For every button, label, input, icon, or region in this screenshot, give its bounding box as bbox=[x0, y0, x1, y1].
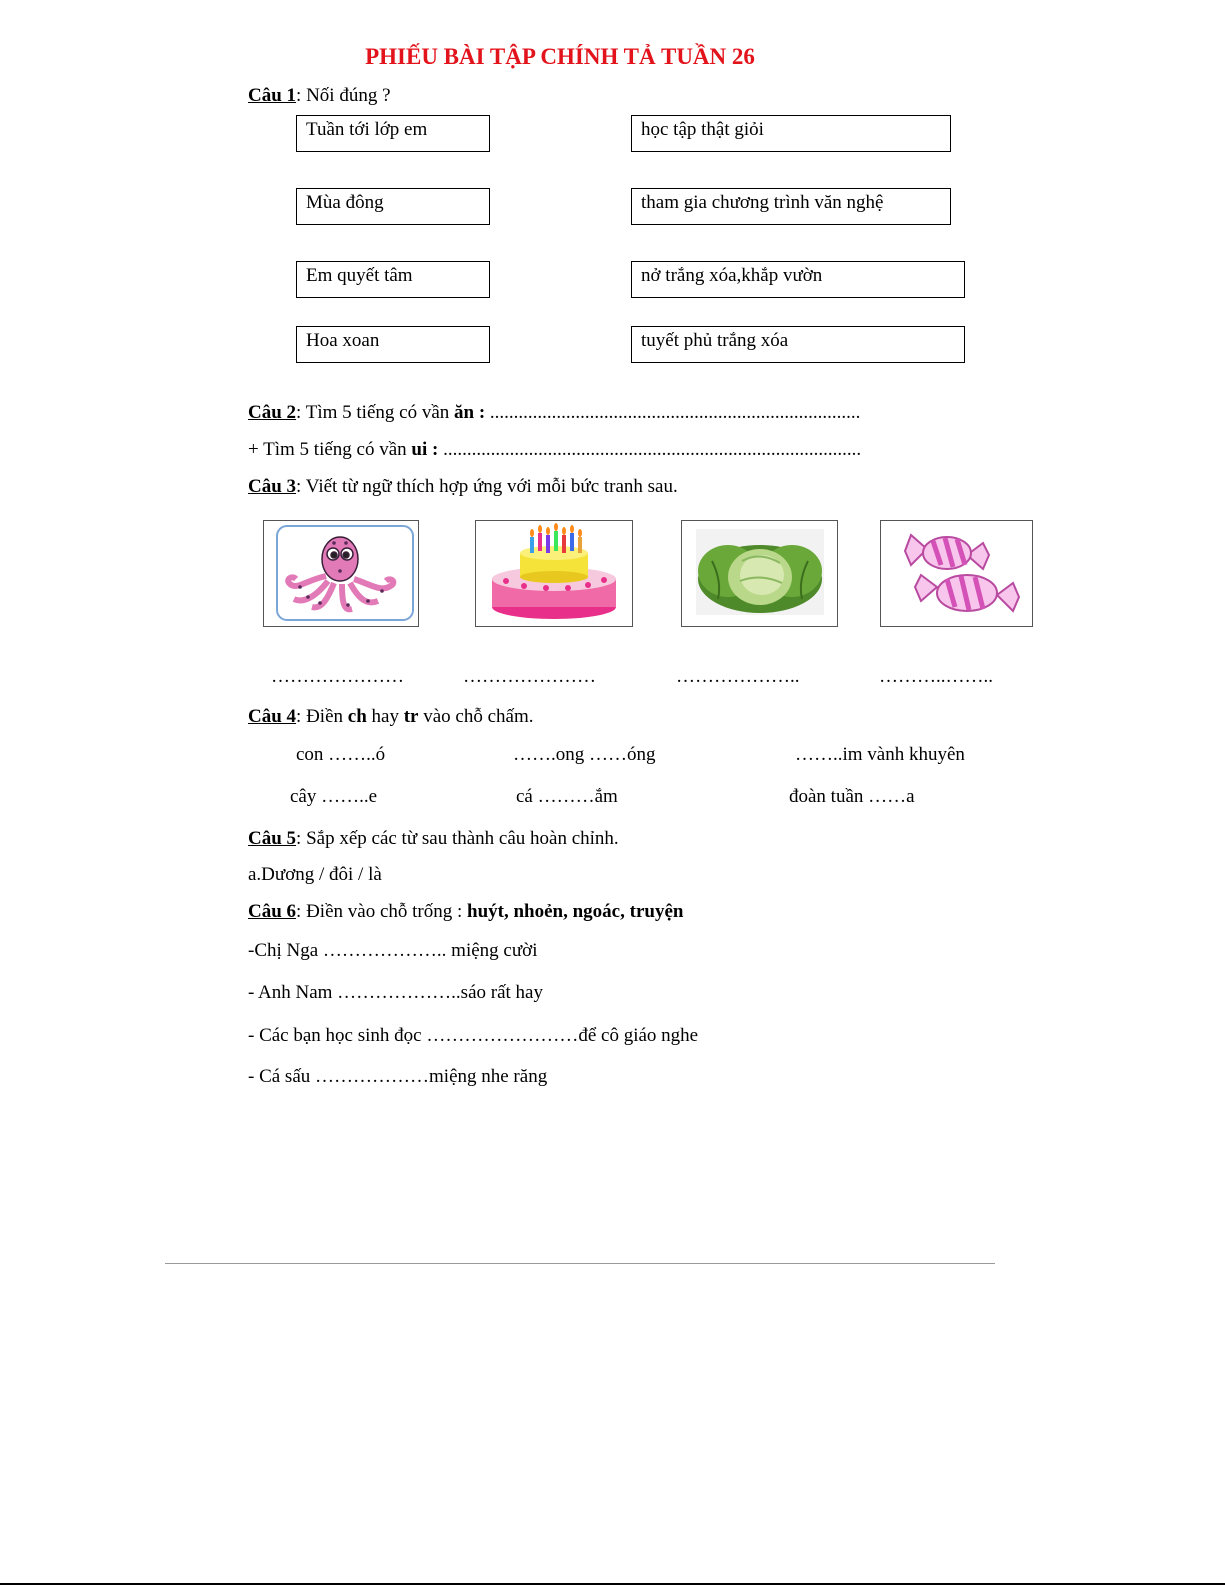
letters-ch: ch bbox=[347, 706, 367, 727]
question-label: Câu 5 bbox=[248, 828, 297, 849]
birthday-cake-picture bbox=[475, 520, 633, 627]
question-text: + Tìm 5 tiếng có vần bbox=[248, 439, 412, 460]
question-5 bbox=[248, 828, 619, 850]
question-label: Câu 1 bbox=[248, 85, 297, 106]
question-label: Câu 2 bbox=[248, 402, 297, 423]
answer-blank: ........................................................................................ bbox=[438, 439, 862, 460]
fill-sentence: - Các bạn học sinh đọc ……………………để cô giáo nghe bbox=[248, 1025, 699, 1046]
question-2 bbox=[248, 402, 860, 424]
match-left-box: Em quyết tâm bbox=[296, 261, 490, 298]
question-3 bbox=[248, 476, 678, 498]
cabbage-picture bbox=[681, 520, 838, 627]
candy-icon bbox=[881, 521, 1032, 626]
rhyme-an: ăn : bbox=[454, 402, 486, 423]
word-bank: huýt, nhoẻn, ngoác, truyện bbox=[467, 901, 684, 922]
fill-sentence: - Anh Nam ………………..sáo rất hay bbox=[248, 982, 543, 1003]
question-6 bbox=[248, 901, 683, 923]
fill-item: đoàn tuần ……a bbox=[789, 786, 915, 807]
fill-item: …….ong ……óng bbox=[513, 744, 656, 765]
divider bbox=[165, 1263, 995, 1264]
match-left-box: Tuần tới lớp em bbox=[296, 115, 490, 152]
question-label: Câu 4 bbox=[248, 706, 297, 727]
picture-answer-blank: ……………….. bbox=[676, 666, 800, 687]
match-right-box: tuyết phủ trắng xóa bbox=[631, 326, 965, 363]
fill-item: con ……..ó bbox=[296, 744, 386, 765]
match-right-box: nở trắng xóa,khắp vườn bbox=[631, 261, 965, 298]
match-right-box: tham gia chương trình văn nghệ bbox=[631, 188, 951, 225]
question-text: vào chỗ chấm. bbox=[418, 706, 534, 727]
question-1 bbox=[248, 85, 391, 107]
fill-sentence: - Cá sấu ………………miệng nhe răng bbox=[248, 1066, 548, 1087]
question-label: Câu 3 bbox=[248, 476, 297, 497]
question-4 bbox=[248, 706, 533, 728]
page-title: PHIẾU BÀI TẬP CHÍNH TẢ TUẦN 26 bbox=[365, 44, 755, 69]
picture-answer-blank: ………..…….. bbox=[879, 666, 993, 687]
fill-item: ……..im vành khuyên bbox=[795, 744, 965, 765]
cabbage-icon bbox=[682, 521, 837, 626]
question-text: hay bbox=[366, 706, 404, 727]
question-label: Câu 6 bbox=[248, 901, 297, 922]
match-right-box: học tập thật giỏi bbox=[631, 115, 951, 152]
question-text: : Điền vào chỗ trống : bbox=[296, 901, 468, 922]
fill-sentence: -Chị Nga ……………….. miệng cười bbox=[248, 940, 538, 961]
picture-answer-blank: ………………… bbox=[463, 666, 596, 687]
question-text: : Nối đúng ? bbox=[296, 85, 391, 106]
candy-picture bbox=[880, 520, 1033, 627]
fill-item: cây ……..e bbox=[290, 786, 378, 807]
question-text: : Điền bbox=[296, 706, 348, 727]
answer-blank: .............................................................................. bbox=[485, 402, 861, 423]
octopus-picture bbox=[263, 520, 419, 627]
fill-item: cá ………ắm bbox=[516, 786, 618, 807]
question-text: : Sắp xếp các từ sau thành câu hoàn chỉnh. bbox=[296, 828, 619, 849]
letters-tr: tr bbox=[403, 706, 419, 727]
match-left-box: Hoa xoan bbox=[296, 326, 490, 363]
cake-icon bbox=[476, 521, 632, 626]
picture-answer-blank: ………………… bbox=[271, 666, 404, 687]
question-2-line-2 bbox=[248, 439, 861, 461]
rhyme-ui: ui : bbox=[411, 439, 439, 460]
question-text: : Viết từ ngữ thích hợp ứng với mỗi bức tranh sau. bbox=[296, 476, 678, 497]
octopus-icon bbox=[264, 521, 418, 626]
arrange-item: a.Dương / đôi / là bbox=[248, 864, 382, 885]
question-text: : Tìm 5 tiếng có vần bbox=[296, 402, 455, 423]
match-left-box: Mùa đông bbox=[296, 188, 490, 225]
